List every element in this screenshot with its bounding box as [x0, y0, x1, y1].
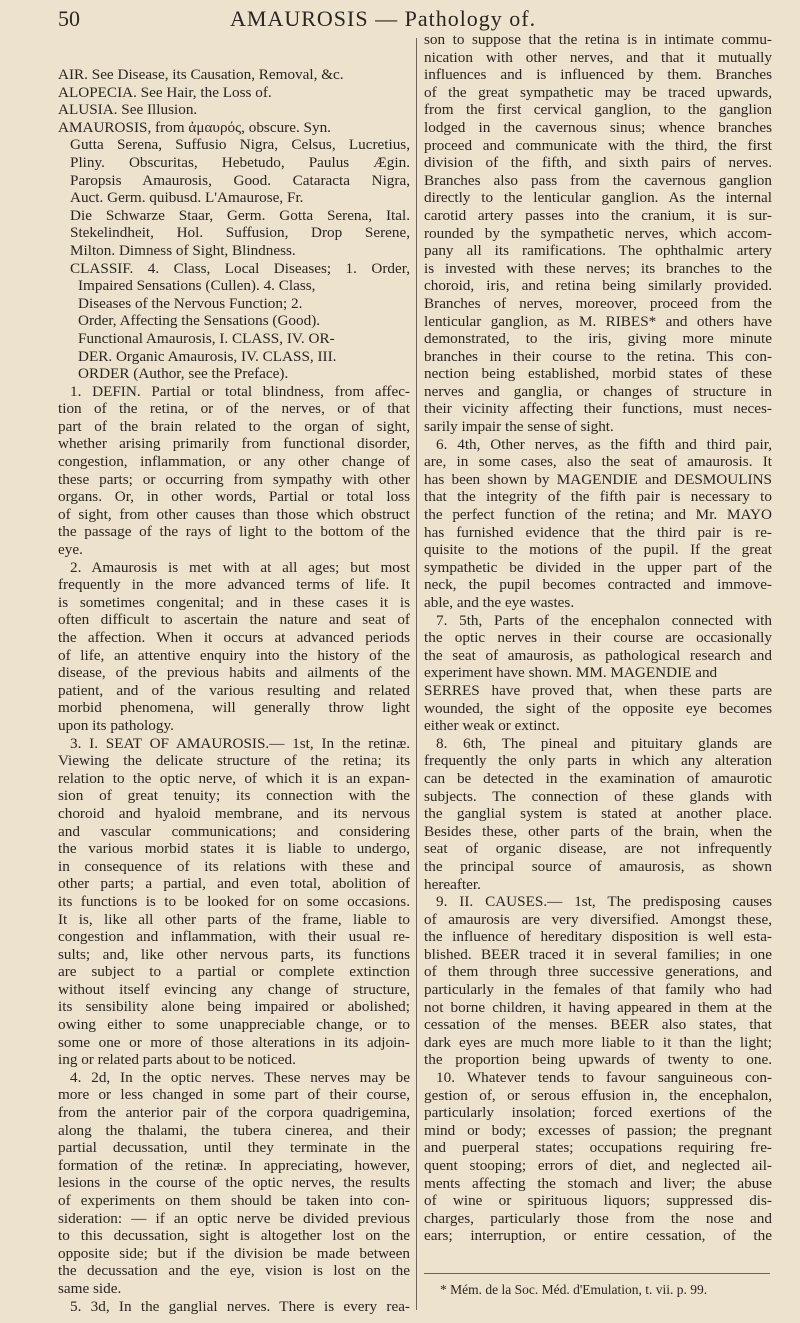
text-line: the passage of the rays of light to the bottom of the: [58, 523, 410, 541]
text-line: charges, particularly those from the nose and: [424, 1209, 772, 1227]
text-line: AMAUROSIS, from ἀμαυρός, obscure. Syn.: [58, 118, 331, 136]
text-line: whether arising primarily from functional disorder,: [58, 435, 410, 453]
text-line: the decussation and the eye, vision is lost on the: [58, 1262, 410, 1280]
text-line: the principal source of amaurosis, as shown: [424, 857, 772, 875]
text-line: sults; and, like other nervous parts, its functions: [58, 945, 410, 963]
text-line: from the anterior pair of the corpora quadrigemina,: [58, 1104, 410, 1122]
text-line: its functions is to be looked for on some occasions.: [58, 892, 410, 910]
text-line: the ganglial system is stated at another place.: [424, 805, 772, 823]
text-line: blished. BEER traced it in several families; in one: [424, 945, 772, 963]
text-line: partial decussation, until they terminate in the: [58, 1139, 410, 1157]
text-line: has been shown by MAGENDIE and DESMOULINS: [424, 470, 772, 488]
text-line: organs. Or, in other words, Partial or total loss: [58, 488, 410, 506]
text-line: Diseases of the Nervous Function; 2.: [78, 294, 303, 312]
text-line: frequently in the more advanced terms of life. It: [58, 576, 410, 594]
text-line: directly to the lenticular ganglion. As the internal: [424, 189, 772, 207]
text-line: of wine or spirituous liquors; suppressed dis-: [424, 1192, 772, 1210]
text-line: Milton. Dimness of Sight, Blindness.: [70, 241, 296, 259]
text-line: experiment have shown. MM. MAGENDIE and: [424, 664, 718, 682]
text-line: nication with other nerves, and that it mutually: [424, 48, 772, 66]
text-line: 4. 2d, In the optic nerves. These nerves may be: [70, 1068, 410, 1086]
text-line: the proportion being upwards of twenty to one.: [424, 1051, 772, 1069]
text-line: congestion and inflammation, with their usual re-: [58, 928, 410, 946]
text-line: wounded, the sight of the opposite eye becomes: [424, 699, 772, 717]
text-line: without itself evincing any change of structure,: [58, 980, 410, 998]
text-line: of amaurosis are very diversified. Amongst these,: [424, 910, 772, 928]
text-line: patient, and of the various resulting and related: [58, 681, 410, 699]
text-line: 7. 5th, Parts of the encephalon connected with: [436, 611, 772, 629]
text-line: pany all its ramifications. The ophthalmic artery: [424, 242, 772, 260]
text-line: lodged in the cavernous sinus; whence branches: [424, 118, 772, 136]
text-line: of life, an attentive enquiry into the history of the: [58, 646, 410, 664]
text-line: disease, of the previous habits and ailments of the: [58, 664, 410, 682]
text-line: quent stooping; errors of diet, and neglected ail-: [424, 1157, 772, 1174]
text-line: more or less changed in some part of their course,: [58, 1086, 410, 1104]
text-line: ALOPECIA. See Hair, the Loss of.: [58, 83, 272, 101]
text-line: Impaired Sensations (Cullen). 4. Class,: [78, 277, 316, 295]
text-line: 9. II. CAUSES.— 1st, The predisposing causes: [436, 893, 772, 911]
text-line: division of the fifth, and sixth pairs of nerves.: [424, 154, 772, 172]
text-line: choroid, iris, and retina being similarly provided.: [424, 277, 772, 295]
right-column: [424, 31, 772, 1245]
text-line: and puerperal states; occupations requiring fre-: [424, 1139, 772, 1157]
text-line: is sometimes congenital; and in these cases it is: [58, 593, 410, 611]
footnote: * Mém. de la Soc. Méd. d'Emulation, t. vii. p. 99.: [440, 1282, 708, 1297]
right-body-text: [424, 31, 772, 1245]
text-line: morbid phenomena, will generally throw light: [58, 699, 410, 717]
text-line: part of the brain related to the organ of sight,: [58, 417, 410, 435]
text-line: ments affecting the stomach and liver; the abuse: [424, 1174, 772, 1192]
text-line: hereafter.: [424, 875, 481, 893]
text-line: Branches of nerves, moreover, proceed from the: [424, 294, 772, 312]
text-line: 3. I. SEAT OF AMAUROSIS.— 1st, In the retinæ.: [70, 734, 410, 752]
text-line: DER. Organic Amaurosis, IV. CLASS, III.: [78, 347, 337, 365]
text-line: nerves and ganglia, or changes of structure in: [424, 382, 772, 400]
text-line: along the thalami, the tubera cinerea, and their: [58, 1121, 410, 1139]
text-line: and vascular communications; and considering: [58, 822, 410, 840]
text-line: 5. 3d, In the ganglial nerves. There is every rea-: [70, 1297, 410, 1315]
text-line: carotid artery passes into the cranium, it is sur-: [424, 206, 772, 224]
text-line: frequently the only parts in which any alteration: [424, 752, 772, 770]
text-line: the influence of hereditary disposition is well esta-: [424, 928, 772, 946]
text-line: 2. Amaurosis is met with at all ages; but most: [70, 558, 410, 576]
text-line: particularly insolation; forced exertions of the: [424, 1104, 772, 1122]
text-line: that the integrity of the fifth pair is necessary to: [424, 488, 772, 506]
text-line: neck, the pupil becomes contracted and immove-: [424, 576, 772, 594]
text-line: 6. 4th, Other nerves, as the fifth and third pair,: [436, 435, 772, 453]
text-line: Paropsis Amaurosis, Good. Cataracta Nigra,: [70, 171, 410, 189]
text-line: not borne children, it having appeared in them at the: [424, 998, 772, 1016]
text-line: SERRES have proved that, when these parts are: [424, 681, 772, 699]
classification-block: [58, 260, 410, 383]
text-line: 1. DEFIN. Partial or total blindness, from affec-: [70, 382, 410, 400]
text-line: some one or more of those alterations in its adjoin-: [58, 1033, 410, 1051]
text-line: the optic nerves in their course are occasionally: [424, 629, 772, 647]
running-title: AMAUROSIS — Pathology of.: [230, 6, 537, 31]
text-line: congestion, inflammation, or any other change of: [58, 453, 410, 471]
text-line: Order, Affecting the Sensations (Good).: [78, 312, 321, 330]
text-line: cessation of the menses. BEER also states, that: [424, 1016, 772, 1034]
text-line: ORDER (Author, see the Preface).: [78, 365, 289, 383]
text-line: able, and the eye wastes.: [424, 594, 575, 611]
text-line: the various morbid states it is liable to undergo,: [58, 840, 410, 858]
text-line: the affection. When it occurs at advanced periods: [58, 629, 410, 646]
text-line: sarily impair the sense of sight.: [424, 418, 614, 436]
text-line: has furnished evidence that the third pair is re-: [424, 523, 772, 541]
text-line: AIR. See Disease, its Causation, Removal, &c.: [58, 66, 344, 83]
text-line: of sight, from other causes than those which obstruct: [58, 505, 410, 523]
text-line: quisite to the motions of the pupil. If the great: [424, 541, 772, 559]
text-line: of them through three successive generations, and: [424, 963, 772, 981]
left-column: [58, 66, 410, 1315]
text-line: Stekelindheit, Hol. Suffusion, Drop Serene,: [70, 224, 410, 242]
text-line: can be detected in the examination of amaurotic: [424, 769, 772, 787]
text-line: their vicinity affecting their functions, must neces-: [424, 400, 772, 418]
text-line: lenticular ganglion, as M. RIBES* and others have: [424, 312, 772, 330]
text-line: Functional Amaurosis, I. CLASS, IV. OR-: [78, 329, 335, 347]
text-line: ing or related parts about to be noticed.: [58, 1051, 296, 1069]
text-line: relation to the optic nerve, of which it is an expan-: [58, 769, 410, 787]
text-line: ears; interruption, or entire cessation, of the: [424, 1227, 772, 1245]
text-line: sympathetic be divided in the upper part of the: [424, 558, 772, 576]
text-line: sion of great tenuity; its connection with the: [58, 787, 410, 805]
text-line: Auct. Germ. quibusd. L'Amaurose, Fr.: [70, 189, 304, 207]
text-line: Die Schwarze Staar, Germ. Gotta Serena, Ital.: [70, 206, 410, 224]
text-line: 10. Whatever tends to favour sanguineous con-: [436, 1069, 772, 1087]
text-line: Gutta Serena, Suffusio Nigra, Celsus, Lucretius,: [70, 136, 410, 154]
text-line: branches in their course to the retina. This con-: [424, 347, 772, 365]
text-line: CLASSIF. 4. Class, Local Diseases; 1. Order,: [70, 259, 410, 277]
text-line: Viewing the delicate structure of the retina; its: [58, 752, 410, 770]
text-line: demonstrated, to the iris, giving more minute: [424, 330, 772, 348]
text-line: Besides these, other parts of the brain, when the: [424, 822, 772, 840]
text-line: choroid and hyaloid membrane, and its nervous: [58, 804, 410, 822]
text-line: rounded by the sympathetic nerves, which accom-: [424, 224, 772, 242]
text-line: these parts; or occurring from sympathy with other: [58, 470, 410, 488]
text-line: opposite side; but if the division be made between: [58, 1244, 410, 1262]
text-line: is invested with these nerves; its branches to the: [424, 259, 772, 277]
text-line: proceed and communicate with the third, the first: [424, 136, 772, 154]
text-line: Branches also pass from the cavernous ganglion: [424, 171, 772, 189]
text-line: often difficult to ascertain the nature and seat of: [58, 611, 410, 629]
text-line: lesions in the course of the optic nerves, the results: [58, 1174, 410, 1192]
text-line: either weak or extinct.: [424, 717, 560, 735]
text-line: its sensibility alone being impaired or abolished;: [58, 998, 410, 1016]
footnote-rule: [424, 1273, 770, 1274]
text-line: of experiments on them should be taken into con-: [58, 1192, 410, 1209]
text-line: nection being established, morbid states of these: [424, 365, 772, 383]
column-divider: [416, 38, 417, 1310]
text-line: gestion of, or serous effusion in, the encephalon,: [424, 1086, 772, 1104]
text-line: the perfect function of the retina; and Mr. MAYO: [424, 506, 772, 524]
text-line: sideration: — if an optic nerve be divided previous: [58, 1209, 410, 1227]
text-line: tion of the retina, or of the nerves, or of that: [58, 400, 410, 418]
text-line: formation of the retinæ. In appreciating, however,: [58, 1156, 410, 1174]
text-line: are subject to a partial or complete extinction: [58, 963, 410, 981]
text-line: dark eyes are much more liable to it than the light;: [424, 1033, 772, 1051]
page-number: 50: [58, 6, 80, 31]
text-line: subjects. The connection of these glands with: [424, 787, 772, 805]
text-line: ALUSIA. See Illusion.: [58, 101, 198, 119]
text-line: to this decussation, sight is altogether lost on the: [58, 1227, 410, 1245]
text-line: are, in some cases, also the seat of amaurosis. It: [424, 453, 772, 471]
text-line: of the great sympathetic may be traced upwards,: [424, 83, 772, 101]
text-line: same side.: [58, 1279, 122, 1297]
text-line: mind or body; excesses of passion; the pregnant: [424, 1121, 772, 1139]
text-line: 8. 6th, The pineal and pituitary glands are: [436, 734, 772, 752]
text-line: eye.: [58, 541, 83, 559]
text-line: owing either to some unappreciable change, or to: [58, 1016, 410, 1034]
text-line: from the first cervical ganglion, to the ganglion: [424, 101, 772, 119]
text-line: other parts; a partial, and even total, abolition of: [58, 875, 410, 893]
text-line: in consequence of its relations with these and: [58, 857, 410, 875]
text-line: influences and is influenced by them. Branches: [424, 66, 772, 84]
text-line: son to suppose that the retina is in intimate commu-: [424, 31, 772, 48]
text-line: Pliny. Obscuritas, Hebetudo, Paulus Ægin.: [70, 153, 410, 171]
text-line: upon its pathology.: [58, 716, 174, 734]
left-body-text: [58, 383, 410, 1315]
dictionary-entries: [58, 66, 410, 260]
text-line: the seat of amaurosis, as pathological research and: [424, 646, 772, 664]
text-line: It is, like all other parts of the frame, liable to: [58, 910, 410, 928]
text-line: seat of organic disease, are not infrequently: [424, 840, 772, 858]
text-line: particularly in the females of that family who had: [424, 981, 772, 999]
